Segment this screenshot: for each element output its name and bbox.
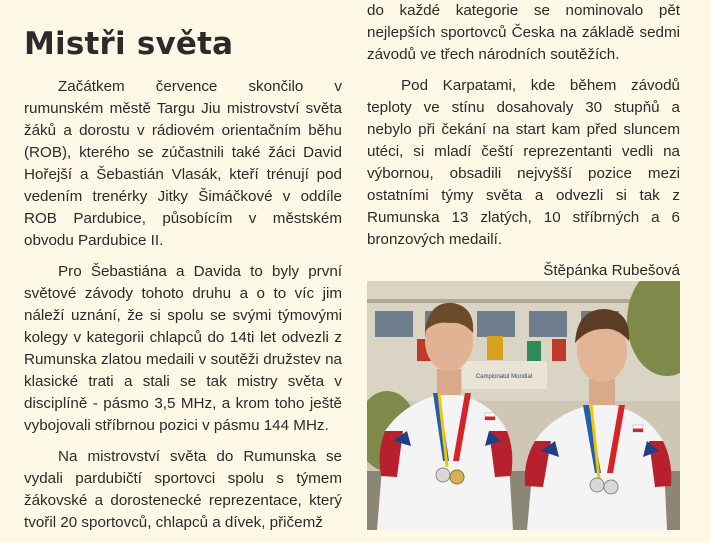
photo-two-athletes-with-medals: [367, 281, 680, 530]
photo-banner-text: Campionatul Mondial: [475, 374, 533, 380]
article-author: Štěpánka Rubešová: [543, 262, 680, 279]
left-column: [24, 22, 342, 543]
article-paragraph-5: Pod Karpatami, kde během závodů teploty ve stínu dosahovaly 30 stupňů a nebylo při čekání na start kam před sluncem utéci, si mladí čeští reprezentanti vedli na výbornou, obsadili nejvyšší pozice mezi ostatními týmy světa a odvezli si tak z Rumunska 13 zlatých, 10 stříbrných a 6 bronzových medailí.: [367, 77, 680, 248]
article-title: Mistři světa: [24, 26, 234, 62]
article-paragraph-1: Začátkem července skončilo v rumunském městě Targu Jiu mistrovství světa žáků a dorostu v rádiovém orientačním běhu (ROB), kterého se zúčastnili také žáci David Hořejší a Šebastián Vlasák, kteří trénují pod vedením trenérky Jitky Šimáčkové v oddíle ROB Pardubice, působícím v městském obvodu Pardubice II.: [24, 78, 342, 249]
article-paragraph-4: do každé kategorie se nominovalo pět nejlepších sportovců Česka na základě sedmi závodů ve třech národních soutěžích.: [367, 2, 680, 63]
right-column: [367, 0, 680, 282]
article-paragraph-2: Pro Šebastiána a Davida to byly první světové závody tohoto druhu a o to víc jim náleží uznání, že si spolu se svými týmovými kolegy v kategorii chlapců do 14ti let odvezli z Rumunska zlatou medaili v soutěži družstev na klasické trati a stali se tak mistry světa v disciplíně - pásmo 3,5 MHz, a krom toho ještě vybojovali stříbrnou pozici v pásmu 144 MHz.: [24, 263, 342, 434]
photo-illustration: [367, 281, 680, 530]
article-paragraph-3: Na mistrovství světa do Rumunska se vydali pardubičtí sportovci spolu s týmem žákovské a dorostenecké reprezentace, který tvořil 20 sportovců, chlapců a dívek, přičemž: [24, 448, 342, 531]
